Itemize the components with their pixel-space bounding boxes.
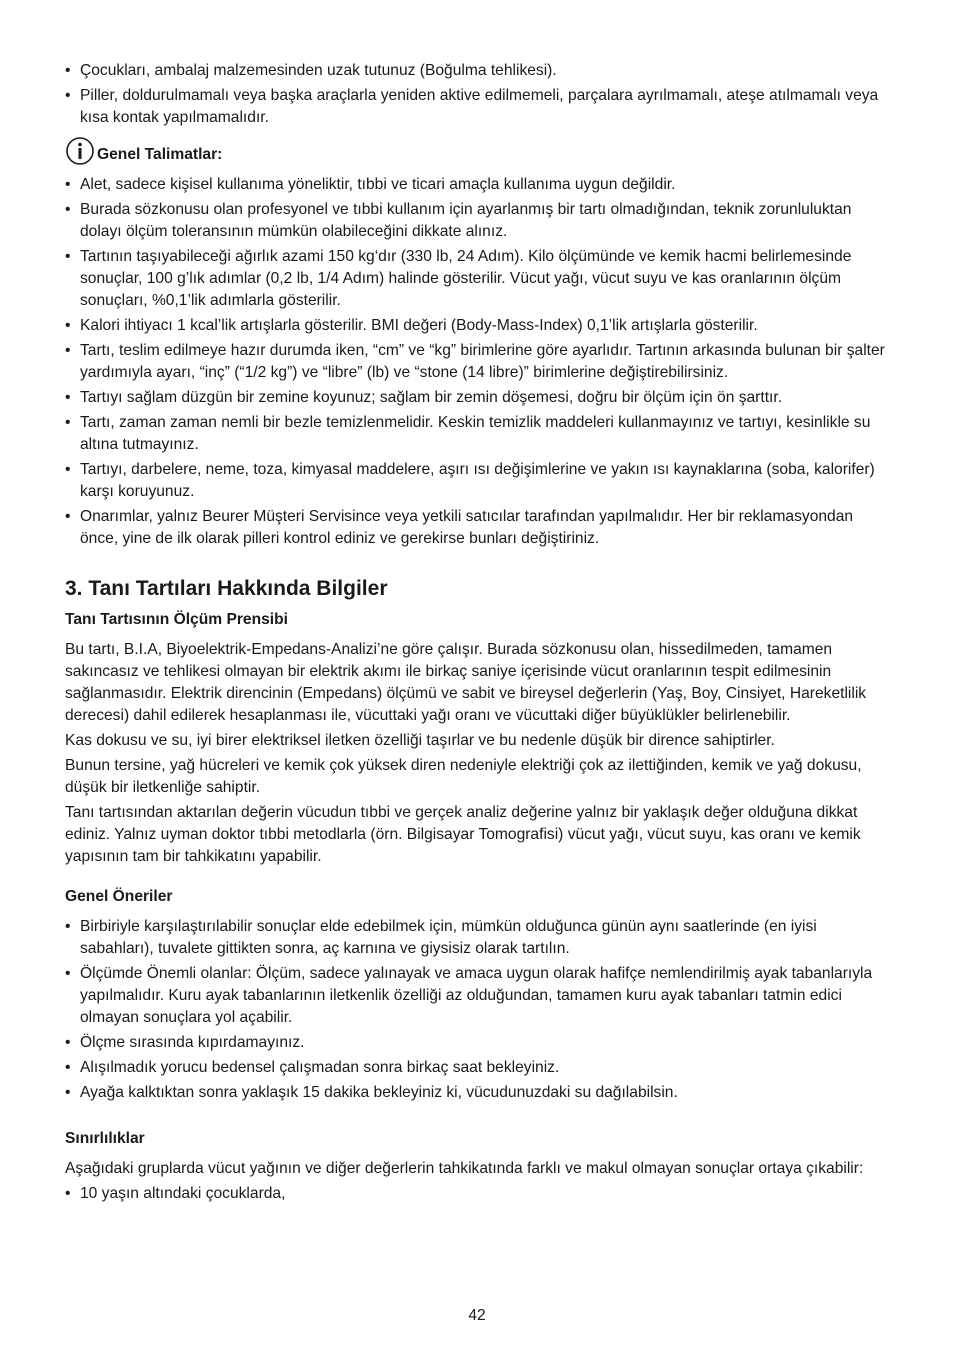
list-item: • Ayağa kalktıktan sonra yaklaşık 15 dakika bekleyiniz ki, vücudunuzdaki su dağılabilsin.: [65, 1082, 893, 1104]
section-title: 3. Tanı Tartıları Hakkında Bilgiler: [65, 577, 388, 600]
list-item: • Kalori ihtiyacı 1 kcal’lik artışlarla gösterilir. BMI değeri (Body-Mass-Index) 0,1’lik artışlarla gösterilir.: [65, 315, 893, 337]
document-page: [65, 60, 893, 1208]
principle-heading: Tanı Tartısının Ölçüm Prensibi: [65, 611, 288, 628]
list-item: • Tartının taşıyabileceği ağırlık azami 150 kg‘dır (330 lb, 24 Adım). Kilo ölçümünde ve kemik hacmi belirlemesinde sonuçlar, 100 g’lık adımlar (0,2 lb, 1/4 Adım) halinde gösterilir. Vücut yağı, vücut suyu ve kas oranlarının ölçüm sonuçları, %0,1’lik adımlarla gösterilir.: [65, 246, 893, 312]
info-icon: [65, 136, 95, 166]
notice-bullet-list: [65, 174, 893, 550]
page-number: 42: [468, 1307, 486, 1324]
list-item: • Ölçme sırasında kıpırdamayınız.: [65, 1032, 893, 1054]
paragraph: Kas dokusu ve su, iyi birer elektriksel iletken özelliği taşırlar ve bu nedenle düşük bir dirence sahiptirler.: [65, 732, 775, 749]
paragraph: Tanı tartısından aktarılan değerin vücudun tıbbi ve gerçek analiz değerine yalnız bir yaklaşık değer olduğuna dikkat ediniz. Yalnız uyman doktor tıbbi metodlarla (örn. Bilgisayar Tomografisi) vücut yağı, vücut suyu, kas oranı ve kemik yapısının tam bir tahkikatını yapabilir.: [65, 804, 861, 865]
notice-header: [65, 136, 893, 166]
list-item: • Alet, sadece kişisel kullanıma yöneliktir, tıbbi ve ticari amaçla kullanıma uygun değildir.: [65, 174, 893, 196]
notice-title: Genel Talimatlar:: [97, 146, 223, 163]
list-item: • 10 yaşın altındaki çocuklarda,: [65, 1183, 893, 1205]
limits-heading: Sınırlılıklar: [65, 1130, 145, 1147]
recommendations-heading: Genel Öneriler: [65, 888, 173, 905]
list-item: • Tartıyı sağlam düzgün bir zemine koyunuz; sağlam bir zemin döşemesi, doğru bir ölçüm için ön şarttır.: [65, 387, 893, 409]
list-item: • Burada sözkonusu olan profesyonel ve tıbbi kullanım için ayarlanmış bir tartı olmadığından, teknik zorunluluktan dolayı ölçüm toleransının mümkün olabileceğini dikkate alınız.: [65, 199, 893, 243]
list-item: • Onarımlar, yalnız Beurer Müşteri Servisince veya yetkili satıcılar tarafından yapılmalıdır. Her bir reklamasyondan önce, yine de ilk olarak pilleri kontrol ediniz ve gerekirse bunları değiştiriniz.: [65, 506, 893, 550]
list-item: • Tartı, teslim edilmeye hazır durumda iken, “cm” ve “kg” birimlerine göre ayarlıdır. Tartının arkasında bulunan bir şalter yardımıyla ayarı, “inç” (“1/2 kg”) ve “libre” (lb) ve “stone (14 libre)” birimlerine değiştirebilirsiniz.: [65, 340, 893, 384]
list-item: • Ölçümde Önemli olanlar: Ölçüm, sadece yalınayak ve amaca uygun olarak hafifçe nemlendirilmiş ayak tabanlarıyla yapılmalıdır. Kuru ayak tabanlarının iletkenlik özelliği az olduğundan, tamamen kuru ayak tabanları tatmin edici olmayan sonuçlara yol açabilir.: [65, 963, 893, 1029]
list-item: • Birbiriyle karşılaştırılabilir sonuçlar elde edebilmek için, mümkün olduğunca günün aynı saatlerinde (en iyisi sabahları), tuvalete gittikten sonra, aç karnına ve giysisiz olarak tartılın.: [65, 916, 893, 960]
list-item: • Tartıyı, darbelere, neme, toza, kimyasal maddelere, aşırı ısı değişimlerine ve yakın ısı kaynaklarına (soba, kalorifer) karşı koruyunuz.: [65, 459, 893, 503]
paragraph: Bu tartı, B.I.A, Biyoelektrik-Empedans-Analizi’ne göre çalışır. Burada sözkonusu olan, hissedilmeden, tamamen sakıncasız ve tehlikesi olmayan bir elektrik akımı ile birkaç saniye içerisinde vücut oranlarının tespit edilmesinin sağlanmasıdır. Elektrik direncinin (Empedans) ölçümü ve sabit ve bireysel değerlerin (Yaş, Boy, Cinsiyet, Hareketlilik derecesi) dahil edilerek hesaplanması ile, vücuttaki yağı oranı ve vücuttaki diğer büyüklükler belirlenebilir.: [65, 641, 867, 724]
list-item: • Piller, doldurulmamalı veya başka araçlarla yeniden aktive edilmemeli, parçalara ayrılmamalı, ateşe atılmamalı veya kısa kontak yapılmamalıdır.: [65, 85, 893, 129]
paragraph: Bunun tersine, yağ hücreleri ve kemik çok yüksek diren nedeniyle elektriği çok az ilettiğinden, kemik ve yağ dokusu, düşük bir iletkenliğe sahiptir.: [65, 757, 862, 796]
limits-list: [65, 1183, 893, 1205]
limits-intro: Aşağıdaki gruplarda vücut yağının ve diğer değerlerin tahkikatında farklı ve makul olmayan sonuçlar ortaya çıkabilir:: [65, 1160, 864, 1177]
list-item: • Çocukları, ambalaj malzemesinden uzak tutunuz (Boğulma tehlikesi).: [65, 60, 893, 82]
list-item: • Tartı, zaman zaman nemli bir bezle temizlenmelidir. Keskin temizlik maddeleri kullanmayınız ve tartıyı, kesinlikle su altına tutmayınız.: [65, 412, 893, 456]
top-bullet-list: [65, 60, 893, 129]
list-item: • Alışılmadık yorucu bedensel çalışmadan sonra birkaç saat bekleyiniz.: [65, 1057, 893, 1079]
recommendations-list: [65, 916, 893, 1104]
